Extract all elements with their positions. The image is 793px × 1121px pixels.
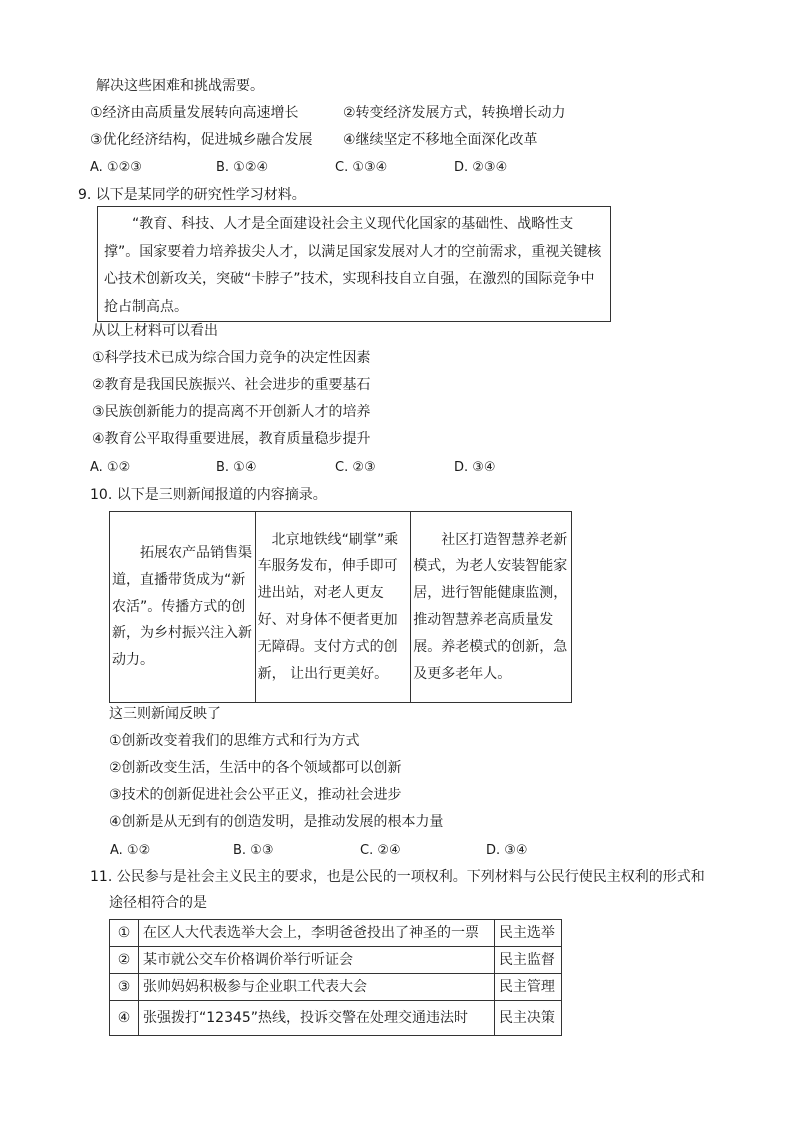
row-event: 张帅妈妈积极参与企业职工代表大会 [139, 974, 495, 1001]
statement: ②教育是我国民族振兴、社会进步的重要基石 [92, 377, 371, 393]
row-event: 在区人大代表选举大会上，李明爸爸投出了神圣的一票 [139, 920, 495, 947]
row-number: ④ [110, 1001, 139, 1036]
q11-rights-table [109, 919, 562, 1036]
statement: ③技术的创新促进社会公平正义，推动社会进步 [109, 787, 402, 803]
row-event: 张强拨打“12345”热线，投诉交警在处理交通违法时 [139, 1001, 495, 1036]
statement: ①经济由高质量发展转向高速增长 [90, 105, 299, 121]
option-b[interactable]: B. ①②④ [216, 160, 269, 175]
row-right: 民主决策 [494, 1001, 561, 1036]
table-row [110, 974, 562, 1001]
row-right: 民主管理 [494, 974, 561, 1001]
option-b[interactable]: B. ①③ [233, 843, 274, 858]
row-number: ③ [110, 974, 139, 1001]
intro-line: 解决这些困难和挑战需要。 [96, 78, 264, 94]
statement: ②创新改变生活，生活中的各个领域都可以创新 [109, 760, 402, 776]
q10-lead: 这三则新闻反映了 [109, 706, 221, 722]
option-c[interactable]: C. ②③ [335, 460, 376, 475]
row-right: 民主监督 [494, 947, 561, 974]
option-a[interactable]: A. ①② [90, 460, 131, 475]
table-row [110, 1001, 562, 1036]
q9-material-box [97, 206, 611, 322]
q9-material: “教育、科技、人才是全面建设社会主义现代化国家的基础性、战略性支撑”。国家要着力培养拔尖人才，以满足国家发展对人才的空前需求，重视关键核心技术创新攻关，突破“卡脖子”技术，实现科技自立自强，在激烈的国际竞争中抢占制高点。 [104, 216, 602, 315]
option-d[interactable]: D. ③④ [486, 843, 528, 858]
question-11-stem: 11. 公民参与是社会主义民主的要求，也是公民的一项权利。下列材料与公民行使民主权利的形式和 [90, 869, 705, 885]
row-right: 民主选举 [494, 920, 561, 947]
statement: ④继续坚定不移地全面深化改革 [343, 132, 538, 148]
option-c[interactable]: C. ②④ [360, 843, 401, 858]
option-d[interactable]: D. ③④ [454, 460, 496, 475]
news-item-smart-elderly-care: 社区打造智慧养老新模式，为老人安装智能家居，进行智能健康监测，推动智慧养老高质量发展。养老模式的创新，急及更多老年人。 [411, 512, 572, 703]
row-number: ② [110, 947, 139, 974]
q9-lead: 从以上材料可以看出 [92, 323, 218, 339]
question-10-stem: 10. 以下是三则新闻报道的内容摘录。 [90, 487, 327, 503]
option-a[interactable]: A. ①②③ [90, 160, 142, 175]
statement: ①科学技术已成为综合国力竞争的决定性因素 [92, 350, 371, 366]
statement: ④教育公平取得重要进展，教育质量稳步提升 [92, 431, 371, 447]
row-event: 某市就公交车价格调价举行听证会 [139, 947, 495, 974]
option-a[interactable]: A. ①② [110, 843, 151, 858]
statement: ④创新是从无到有的创造发明，是推动发展的根本力量 [109, 814, 444, 830]
statement: ②转变经济发展方式，转换增长动力 [343, 105, 566, 121]
option-d[interactable]: D. ②③④ [454, 160, 508, 175]
table-row [110, 920, 562, 947]
table-row [110, 947, 562, 974]
row-number: ① [110, 920, 139, 947]
question-9-stem: 9. 以下是某同学的研究性学习材料。 [78, 187, 306, 203]
statement: ①创新改变着我们的思维方式和行为方式 [109, 733, 360, 749]
statement: ③优化经济结构，促进城乡融合发展 [90, 132, 313, 148]
question-11-stem-cont: 途径相符合的是 [109, 895, 207, 911]
option-b[interactable]: B. ①④ [216, 460, 257, 475]
news-item-palm-payment: 北京地铁线“刷掌”乘车服务发布，伸手即可进出站，对老人更友好、对身体不便者更加无障碍。支付方式的创新， 让出行更美好。 [255, 512, 411, 703]
statement: ③民族创新能力的提高离不开创新人才的培养 [92, 404, 371, 420]
q10-news-table [109, 511, 572, 703]
news-item-rural-livestream: 拓展农产品销售渠道，直播带货成为“新农活”。传播方式的创新，为乡村振兴注入新动力。 [110, 512, 256, 703]
option-c[interactable]: C. ①③④ [335, 160, 388, 175]
